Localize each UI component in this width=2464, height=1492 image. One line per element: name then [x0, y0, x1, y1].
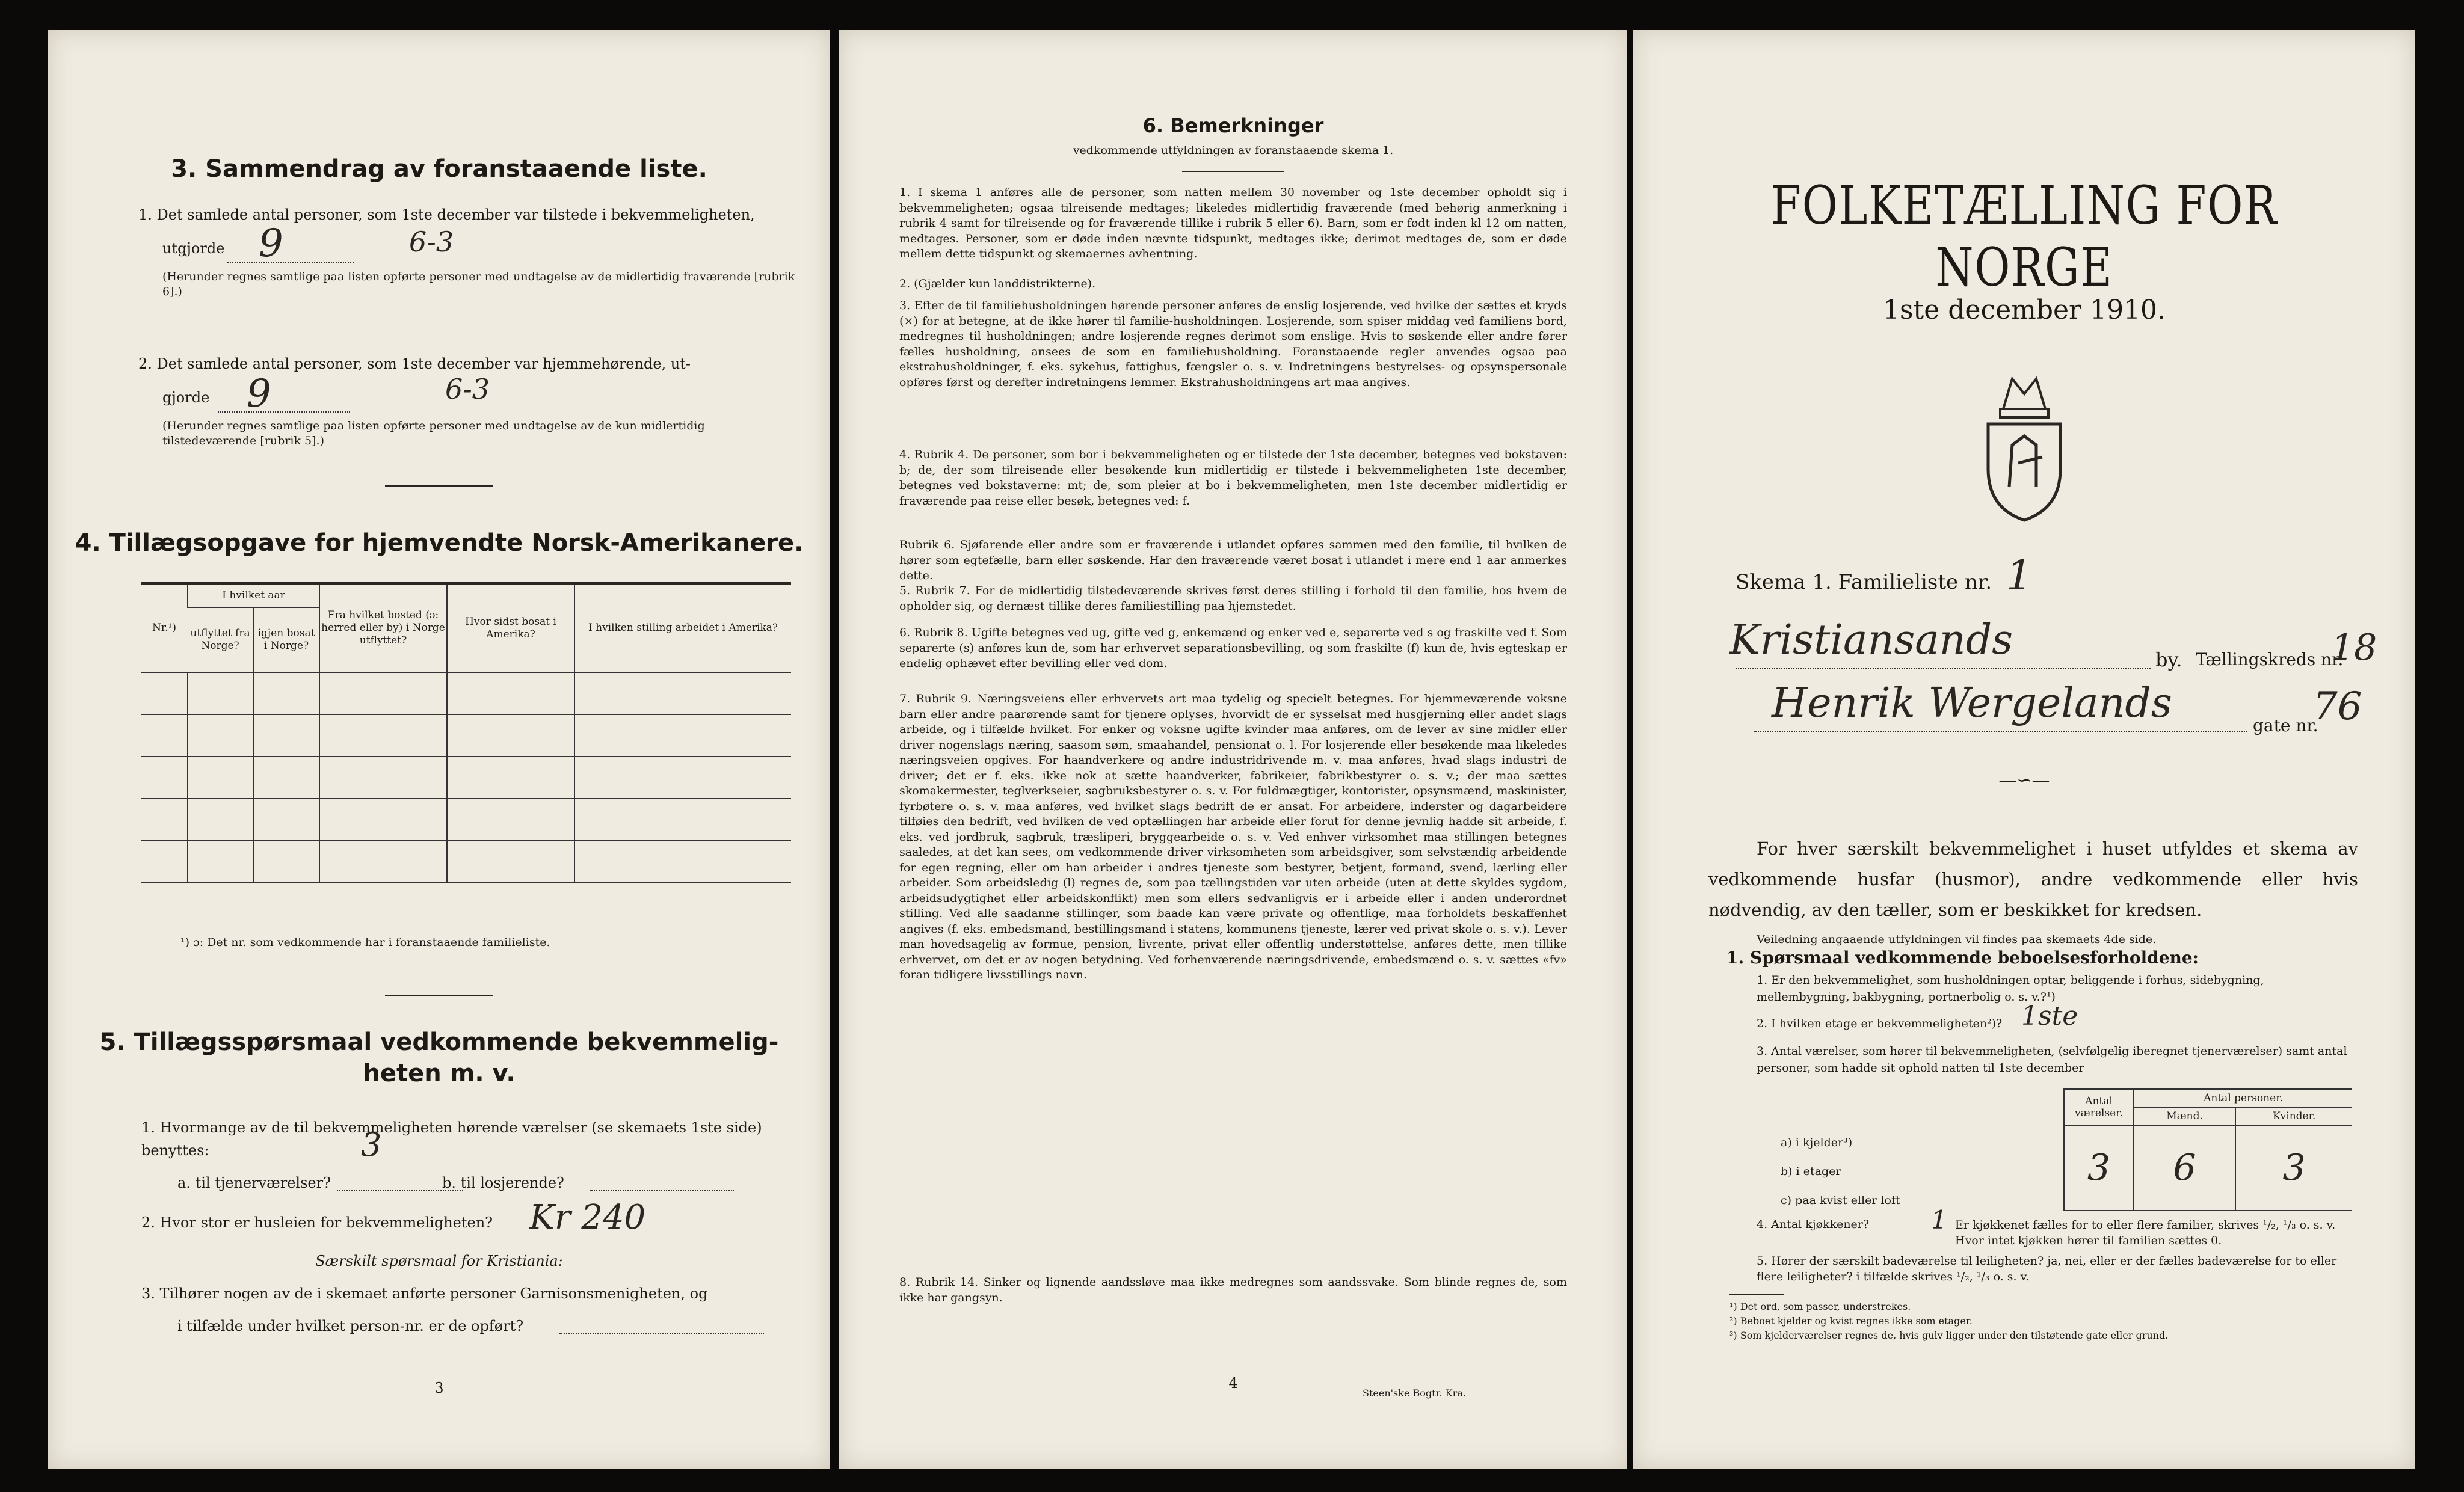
section-5-heading-2: heten m. v. — [363, 1060, 516, 1087]
dwelling-q4-rest: Er kjøkkenet fælles for to eller flere familier, skrives ¹/₂, ¹/₃ o. s. v. Hvor intet kjøkken hører til familien sættes 0. — [1955, 1218, 2336, 1247]
city-field — [1736, 668, 2151, 669]
coat-of-arms-icon — [1976, 367, 2072, 523]
s5-q2-value[interactable]: Kr 240 — [529, 1198, 646, 1237]
skema-value[interactable]: 1 — [2006, 552, 2033, 600]
q1-note-value: 6-3 — [409, 226, 454, 258]
s5-q1b-field[interactable] — [590, 1190, 734, 1191]
remark-3: 3. Efter de til familiehusholdningen hørende personer anføres de enslig losjerende, ved hvilke der sættes et kryds (×) for at betegne, at de ikke hører til familie-husholdningen. Losjerende, som spiser middag ved familiens bord, medregnes til husholdningen; andre losjerende regnes derimot som enslige. Hvis to søskende eller andre fører fælles husholdning, ansees de som en familiehusholdning. Foranstaaende regler anvendes ogsaa paa ekstrahusholdninger, f. eks. sykehus, fattighus, fængsler o. s. v. Indretningens bestyrelses- og opsynspersonale opføres først og derefter indretningens lemmer. Ekstrahusholdningens art maa angives. — [899, 299, 1567, 389]
footnote-3: ³) Som kjelderværelser regnes de, hvis gulv ligger under den tilstøtende gate eller grund. — [1729, 1330, 2169, 1341]
dwelling-q2-value[interactable]: 1ste — [2021, 1001, 2078, 1031]
col-emigrated: utflyttet fra Norge? — [188, 607, 253, 672]
col-returned: igjen bosat i Norge? — [253, 607, 319, 672]
q1-utgjorde: utgjorde — [162, 240, 225, 257]
remark-4: 4. Rubrik 4. De personer, som bor i bekvemmeligheten og er tilstede der 1ste december, betegnes ved bokstaven: b; de, der som tilreisende eller besøkende kun midlertidig er tilstede i bekvemmeligheten 1ste december, betegnes ved bokstaverne: mt; de, som pleier at bo i bekvemmeligheten, men 1ste december midlertidig er fraværende paa reise eller besøk, betegnes ved: f. — [899, 448, 1567, 508]
page-3 — [48, 30, 830, 1469]
s5-q1a: a. til tjenerværelser? — [177, 1174, 331, 1191]
remark-5: 5. Rubrik 7. For de midlertidig tilstedeværende skrives først deres stilling i forhold til den familie, hos hvem de opholder sig, og dernæst tillike deres familiestilling paa hjemstedet. — [899, 584, 1567, 613]
kreds-value[interactable]: 18 — [2331, 627, 2377, 669]
s5-q1b: b. til losjerende? — [442, 1174, 564, 1191]
dwelling-q3: 3. Antal værelser, som hører til bekvemmeligheten, (selvfølgelig iberegnet tjenerværelser) samt antal personer, som hadde sit ophold natten til 1ste december — [1757, 1045, 2347, 1075]
col-persons: Antal personer. — [2134, 1089, 2352, 1107]
remark-7: 7. Rubrik 9. Næringsveiens eller erhvervets art maa tydelig og specielt betegnes. For hjemmeværende voksne barn eller andre paarørende samt for tjenere oplyses, hvorvidt de er sysselsat med husgjerning eller andet slags arbeide, og i tilfælde hvilket. For enker og voksne ugifte kvinder maa anføres, om de lever av sine midler eller driver nogenslags næring, saasom søm, smaahandel, pensionat o. l. For losjerende eller besøkende maa likeledes næringsveien opgives. For haandverkere og andre industridrivende m. v. maa anføres, hvad slags industri de driver; det er f. eks. ikke nok at sætte haandverker, fabrikeier, fabrikbestyrer o. s. v.; der maa sættes skomakermester, teglverkseier, sagbruksbestyrer o. s. v. For fuldmægtiger, kontorister, opsynsmænd, maskinister, fyrbøtere o. s. v. maa anføres, ved hvilket slags bedrift de er ansat. For arbeidere, inderster og dagarbeidere tilføies den bedrift, ved hvilken de ved optællingen har arbeide eller forut for denne jevnlig hadde sit arbeide, f. eks. ved jordbruk, sagbruk, træsliperi, bryggearbeide o. s. v. Ved enhver virksomhet maa stillingen betegnes saaledes, at det kan sees, om vedkommende driver virksomheten som arbeidsgiver, som selvstændig arbeidende for egen regning, eller om han arbeider i andres tjeneste som bestyrer, betjent, formand, svend, lærling eller arbeider. Som arbeidsledig (l) regnes de, som paa tællingstiden var uten arbeide (uten at dette skyldes sygdom, arbeidsudygtighet eller arbeidskonflikt) men som ellers sedvanligvis er i arbeide eller i anden underordnet stilling. Ved alle saadanne stillinger, som baade kan være private og offentlige, maa forholdets beskaffenhet angives (f. eks. embedsmand, bestillingsmand i statens, kommunens tjeneste, lærer ved privat skole o. s. v.). Lever man hovedsagelig av formue, pension, livrente, privat eller offentlig understøttelse, anføres dette, men tillike erhvervet, om det er av nogen betydning. Ved forhenværende næringsdrivende, embedsmænd o. s. v. sættes «fv» foran tidligere livsstillings navn. — [899, 692, 1567, 981]
s5-q2: 2. Hvor stor er husleien for bekvemmeligheten? — [141, 1214, 493, 1231]
s5-q3: 3. Tilhører nogen av de i skemaet anførte personer Garnisonsmenigheten, og — [141, 1285, 708, 1302]
divider — [385, 485, 493, 487]
q2-dotline — [218, 411, 350, 413]
street-value[interactable]: Henrik Wergelands — [1772, 680, 2172, 727]
printer-mark: Steen'ske Bogtr. Kra. — [1363, 1387, 1466, 1399]
page-number: 3 — [434, 1380, 444, 1396]
skema-label: Skema 1. Familieliste nr. — [1736, 570, 1992, 594]
remark-6: 6. Rubrik 8. Ugifte betegnes ved ug, gifte ved g, enkemænd og enker ved e, separerte ved s og fraskilte ved f. Som separerte (s) anføres kun de, som har erhvervet separationsbevilling, og som fraskilte (f) kun de, hvis egteskap er endelig ophævet efter bevilling eller ved dom. — [899, 626, 1567, 670]
col-women: Kvinder. — [2235, 1107, 2352, 1125]
dwelling-q5: 5. Hører der særskilt badeværelse til leiligheten? ja, nei, eller er der fælles badeværelse for to eller flere leiligheter? i tilfælde skrives ¹/₂, ¹/₃ o. s. v. — [1757, 1254, 2337, 1283]
q2-text: 2. Det samlede antal personer, som 1ste december var hjemmehørende, ut- — [138, 355, 691, 372]
q1-text: 1. Det samlede antal personer, som 1ste december var tilstede i bekvemmeligheten, — [138, 206, 755, 223]
remark-2: 2. (Gjælder kun landdistrikterne). — [899, 277, 1096, 290]
dwelling-q4-value[interactable]: 1 — [1931, 1205, 1947, 1235]
col-nr: Nr.¹) — [141, 585, 188, 672]
q1-value[interactable]: 9 — [259, 221, 283, 266]
col-from-where: Fra hvilket bosted (ɔ: herred eller by) i Norge utflyttet? — [319, 585, 447, 672]
city-value[interactable]: Kristiansands — [1729, 616, 2013, 664]
col-occupation: I hvilken stilling arbeidet i Amerika? — [574, 585, 791, 672]
census-date: 1ste december 1910. — [1882, 295, 2166, 325]
questions-heading: 1. Spørsmaal vedkommende beboelsesforholdene: — [1726, 948, 2199, 968]
table-row — [141, 757, 791, 799]
footnote-divider — [1729, 1294, 1784, 1295]
q1-note: (Herunder regnes samtlige paa listen opførte personer med undtagelse av de midlertidig fraværende [rubrik 6].) — [162, 270, 795, 298]
q2-note: (Herunder regnes samtlige paa listen opførte personer med undtagelse av de kun midlertidig tilstedeværende [rubrik 5].) — [162, 419, 705, 447]
page-number: 4 — [1228, 1375, 1238, 1392]
ornament: —∽— — [1998, 770, 2050, 791]
divider — [1182, 171, 1284, 172]
col-men: Mænd. — [2134, 1107, 2235, 1125]
norsk-amerikanere-table — [141, 585, 791, 883]
footnote-2: ²) Beboet kjelder og kvist regnes ikke som etager. — [1729, 1315, 1973, 1327]
cover-page — [1633, 30, 2415, 1469]
bemerkninger-subheading: vedkommende utfyldningen av foranstaaende skema 1. — [1073, 144, 1394, 157]
section-5-heading-1: 5. Tillægsspørsmaal vedkommende bekvemmelig- — [99, 1028, 779, 1056]
row-kvist: c) paa kvist eller loft — [1781, 1194, 1900, 1207]
gate-value[interactable]: 76 — [2313, 684, 2362, 729]
s5-special: Særskilt spørsmaal for Kristiania: — [315, 1253, 563, 1269]
kreds-label: Tællingskreds nr. — [2196, 649, 2344, 669]
q2-gjorde: gjorde — [162, 389, 210, 406]
table-row — [141, 841, 791, 883]
q1-dotline — [227, 262, 354, 263]
table-row — [141, 799, 791, 841]
gate-label: gate nr. — [2253, 716, 2318, 735]
col-last-residence: Hvor sidst bosat i Amerika? — [447, 585, 574, 672]
q2-note-value: 6-3 — [445, 373, 490, 405]
street-field — [1754, 731, 2247, 732]
row-etager: b) i etager — [1781, 1165, 1841, 1178]
women-value[interactable]: 3 — [2235, 1125, 2352, 1211]
row-kjelder: a) i kjelder³) — [1781, 1136, 1853, 1149]
bemerkninger-heading: 6. Bemerkninger — [1142, 114, 1324, 137]
guide-text: Veiledning angaaende utfyldningen vil findes paa skemaets 4de side. — [1757, 933, 2157, 946]
table-row — [141, 672, 791, 714]
men-value[interactable]: 6 — [2134, 1125, 2235, 1211]
s5-q1-value[interactable]: 3 — [361, 1126, 382, 1164]
remark-8: 8. Rubrik 14. Sinker og lignende aandssløve maa ikke medregnes som aandssvake. Som blinde regnes de, som ikke har gangsyn. — [899, 1276, 1567, 1304]
section-3-heading: 3. Sammendrag av foranstaaende liste. — [171, 155, 707, 183]
s5-q3b: i tilfælde under hvilket person-nr. er de opført? — [177, 1318, 524, 1334]
dwelling-q4: 4. Antal kjøkkener? — [1757, 1218, 1870, 1231]
intro-text: For hver særskilt bekvemmelighet i huset utfyldes et skema av vedkommende husfar (husmor), andre vedkommende eller hvis nødvendig, av den tæller, som er beskikket for kredsen. — [1708, 838, 2358, 920]
section-4-heading: 4. Tillægsopgave for hjemvendte Norsk-Amerikanere. — [75, 529, 804, 557]
table-footnote: ¹) ɔ: Det nr. som vedkommende har i foranstaaende familieliste. — [180, 936, 550, 949]
page-4 — [839, 30, 1627, 1469]
footnote-1: ¹) Det ord, som passer, understrekes. — [1729, 1301, 1911, 1312]
by-label: by. — [2155, 648, 2182, 671]
table-row — [141, 714, 791, 757]
dwelling-q2: 2. I hvilken etage er bekvemmeligheten²)? — [1757, 1017, 2003, 1030]
remark-rubrik-6: Rubrik 6. Sjøfarende eller andre som er fraværende i utlandet opføres sammen med den familie, til hvilken de hører som egtefælle, barn eller søskende. Har den fraværende været bosat i utlandet i mere end 1 aar anmerkes dette. — [899, 538, 1567, 582]
col-year-group: I hvilket aar — [188, 585, 319, 607]
dwelling-q1: 1. Er den bekvemmelighet, som husholdningen optar, beliggende i forhus, sidebygning, mellembygning, bakbygning, portnerbolig o. s. v.?¹) — [1757, 974, 2264, 1004]
rooms-value[interactable]: 3 — [2064, 1125, 2134, 1211]
col-rooms: Antal værelser. — [2064, 1089, 2134, 1125]
q2-value[interactable]: 9 — [247, 372, 271, 416]
dwelling-table — [2063, 1088, 2352, 1211]
s5-q1: 1. Hvormange av de til bekvemmeligheten hørende værelser (se skemaets 1ste side) benyttes: — [141, 1119, 762, 1159]
s5-q3b-field[interactable] — [559, 1333, 764, 1334]
remark-1: 1. I skema 1 anføres alle de personer, som natten mellem 30 november og 1ste december opholdt sig i bekvemmeligheten; ogsaa tilreisende medtages; likeledes midlertidig fraværende (med behørig anmerkning i rubrik 4 samt for tilreisende og for fraværende tillike i rubrik 5 eller 6). Barn, som er født inden kl 12 om natten, medtages. Personer, som er døde inden nævnte tidspunkt, medtages ikke; derimot medtages de, som er døde mellem dette tidspunkt og skemaernes avhentning. — [899, 186, 1567, 260]
divider — [385, 995, 493, 996]
census-title: FOLKETÆLLING FOR NORGE — [1771, 174, 2278, 298]
